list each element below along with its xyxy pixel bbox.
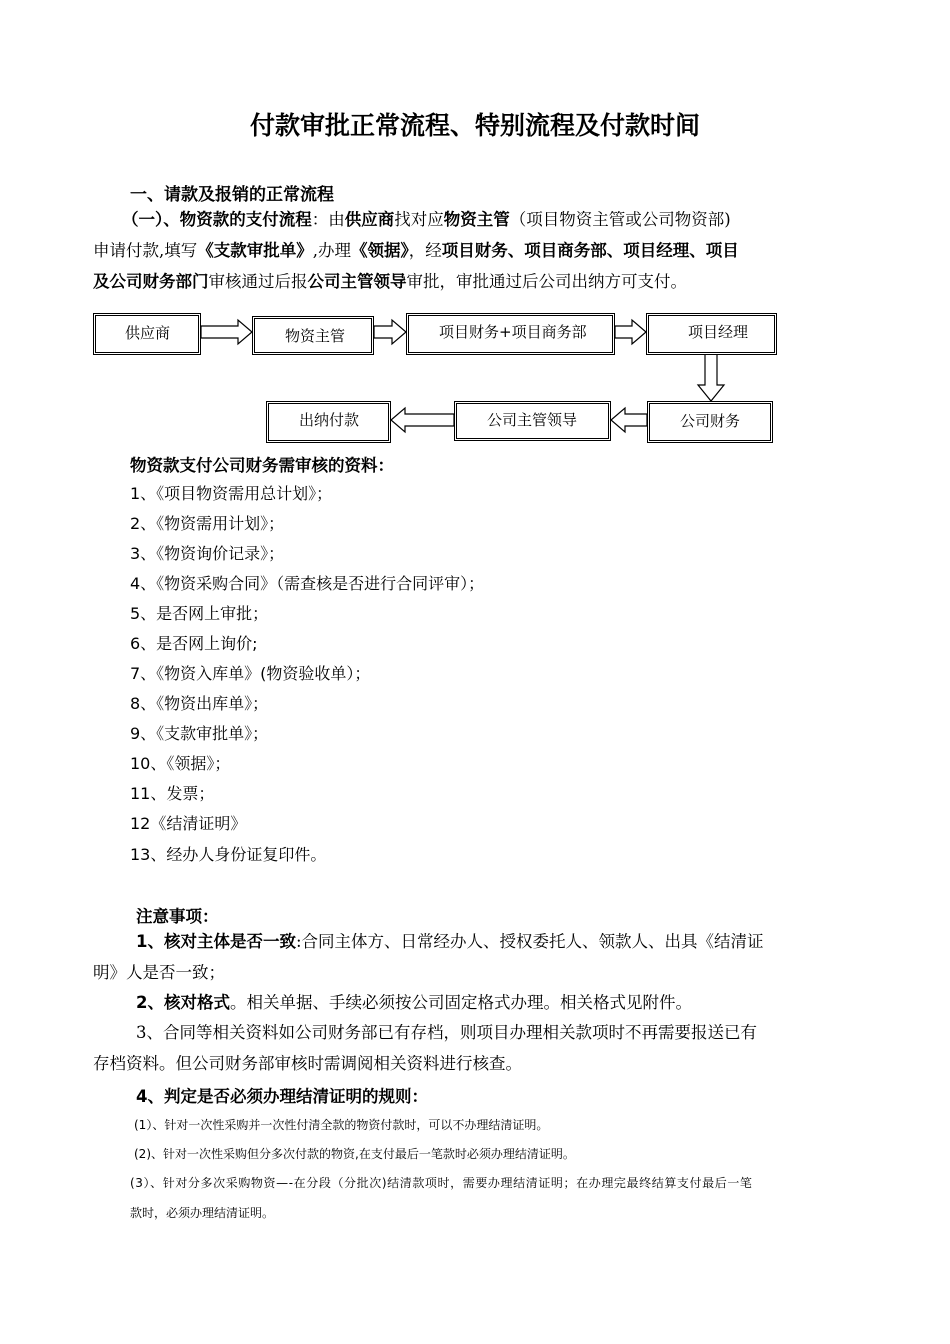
doc-item-6: 6、是否网上询价; [130, 634, 258, 653]
section-heading: 一、请款及报销的正常流程 [130, 185, 334, 205]
para-s7: 申请付款,填写 [93, 241, 198, 260]
flow-project-finance-label: 项目财务+项目商务部 [439, 323, 587, 341]
doc-item-2: 2、《物资需用计划》； [130, 514, 285, 533]
arrow-right-1 [201, 320, 252, 344]
flow-company-leader-label: 公司主管领导 [487, 411, 578, 429]
doc-item-4: 4、《物资采购合同》（需查核是否进行合同评审）； [130, 574, 485, 593]
note-1-line-1 [136, 932, 764, 952]
arrow-left-2 [391, 408, 454, 432]
doc-item-7: 7、《物资入库单》(物资验收单）； [130, 664, 371, 683]
note-1-text: :合同主体方、日常经办人、授权委托人、领款人、出具《结清证 [295, 932, 764, 951]
flow-box-material-manager [252, 316, 374, 355]
para-s11: ，经 [408, 241, 442, 260]
para-s10: 《领据》 [351, 241, 409, 260]
para-s19: 及公司财务部门 [93, 272, 209, 291]
flow-supplier-label: 供应商 [125, 324, 171, 342]
page-title: 付款审批正常流程、特别流程及付款时间 [249, 111, 700, 140]
para-s9: ,办理 [312, 241, 351, 260]
doc-item-10: 10、《领据》； [130, 754, 231, 773]
notes-heading: 注意事项： [136, 907, 219, 926]
para-s13: 、 [507, 241, 525, 260]
rule-3-line-2: 款时，必须办理结清证明。 [130, 1206, 275, 1220]
para-s6: （项目物资主管或公司物资部) [509, 210, 731, 229]
note-2 [136, 993, 692, 1013]
doc-item-12: 12《结清证明》 [130, 814, 247, 833]
flow-box-project-manager [646, 313, 777, 355]
arrow-down [698, 354, 724, 401]
flow-box-company-leader [454, 401, 611, 441]
para-s20: 审核通过后报 [208, 272, 308, 291]
flow-material-manager-label: 物资主管 [285, 327, 346, 345]
arrow-right-3 [615, 320, 646, 344]
para-s4: 找对应 [394, 210, 444, 229]
note-2-text: 。相关单据、手续必须按公司固定格式办理。相关格式见附件。 [229, 993, 692, 1012]
rule-3-line-1: (3）、针对分多次采购物资—-在分段（分批次)结清款项时，需要办理结清证明；在办理完最终结算支付最后一笔 [130, 1176, 753, 1190]
flowchart-arrows [0, 0, 950, 460]
arrow-right-2 [374, 320, 406, 344]
para-s1: （一）、物资款的支付流程 [122, 210, 312, 229]
doc-item-1: 1、《项目物资需用总计划》； [130, 484, 333, 503]
para-s8: 《支款审批单》 [197, 241, 313, 260]
para-s22: 审批，审批通过后公司出纳方可支付。 [406, 272, 687, 291]
flow-cashier-label: 出纳付款 [299, 411, 360, 429]
rule-2: (2)、针对一次性采购但分多次付款的物资,在支付最后一笔款时必须办理结清证明。 [134, 1147, 575, 1161]
doc-item-5: 5、是否网上审批； [130, 604, 269, 623]
flow-box-project-finance [406, 313, 615, 355]
note-2-bold: 2、核对格式 [136, 993, 230, 1012]
note-3-line-2: 存档资料。但公司财务部审核时需调阅相关资料进行核查。 [93, 1054, 522, 1073]
para-s3: 供应商 [344, 210, 395, 229]
note-1-line-2: 明》人是否一致； [93, 963, 225, 982]
para-s16: 项目经理 [623, 241, 690, 260]
para-s12: 项目财务 [441, 241, 508, 260]
para-s2: ：由 [311, 210, 345, 229]
doc-item-3: 3、《物资询价记录》； [130, 544, 285, 563]
doc-item-8: 8、《物资出库单》； [130, 694, 269, 713]
para-s17: 、 [689, 241, 706, 260]
doc-item-13: 13、经办人身份证复印件。 [130, 845, 327, 864]
docs-heading: 物资款支付公司财务需审核的资料： [130, 456, 394, 475]
para-s21: 公司主管领导 [307, 272, 407, 291]
para-s14: 项目商务部 [524, 241, 607, 260]
para-s18: 项目 [705, 241, 739, 260]
flow-box-cashier [266, 401, 391, 443]
doc-item-9: 9、《支款审批单》； [130, 724, 269, 743]
para-s5: 物资主管 [443, 210, 510, 229]
flow-company-finance-label: 公司财务 [680, 412, 741, 430]
arrow-left-1 [611, 408, 647, 432]
rule-1: (1）、针对一次性采购并一次性付清全款的物资付款时，可以不办理结清证明。 [134, 1118, 549, 1132]
doc-item-11: 11、发票； [130, 784, 215, 803]
para-s15: 、 [606, 241, 624, 260]
flow-project-manager-label: 项目经理 [688, 323, 749, 341]
note-3-line-1: 3、合同等相关资料如公司财务部已有存档，则项目办理相关款项时不再需要报送已有 [136, 1023, 757, 1042]
flow-box-supplier [93, 313, 201, 355]
note-1-bold: 1、核对主体是否一致 [136, 932, 296, 951]
flow-box-company-finance [647, 401, 773, 443]
note-4-heading: 4、判定是否必须办理结清证明的规则： [136, 1087, 428, 1106]
